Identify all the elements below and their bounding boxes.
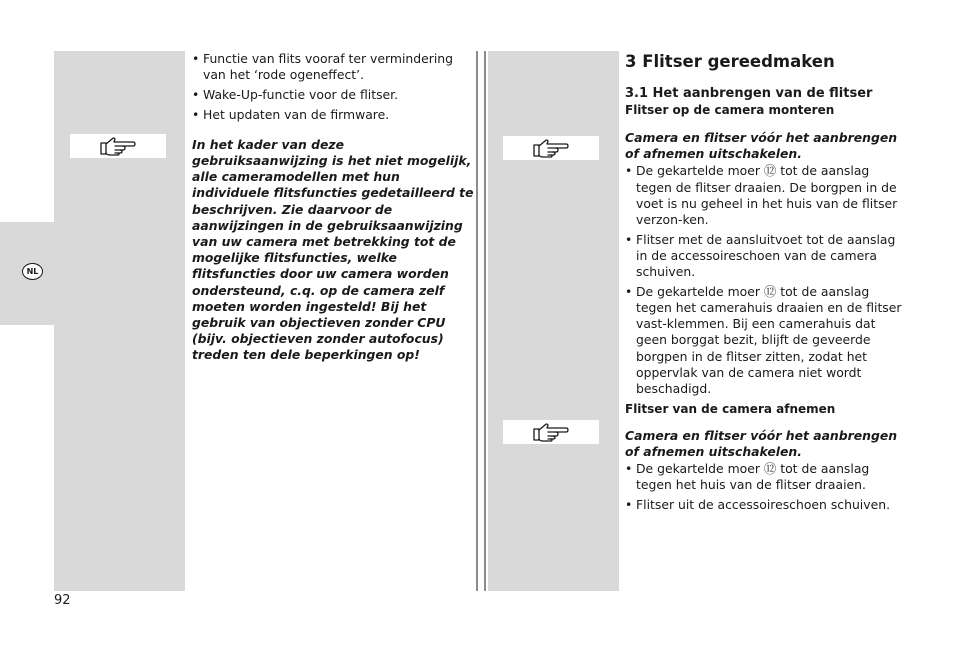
chapter-title: 3 Flitser gereedmaken [625, 52, 835, 71]
mount-note: Camera en flitser vóór het aanbrengen of afnemen uitschakelen. [625, 130, 898, 162]
list-item: • Flitser uit de accessoireschoen schuiven. [625, 497, 905, 513]
list-item: • De gekartelde moer ⑫ tot de aanslag tegen het huis van de flitser draaien. [625, 461, 905, 493]
feature-list [192, 51, 474, 123]
left-margin-panel [54, 51, 185, 591]
left-column [192, 51, 474, 364]
hint-box [503, 136, 599, 160]
list-item: • De gekartelde moer ⑫ tot de aanslag tegen de flitser draaien. De borgpen in de voet is nu geheel in het huis van de flitser verzon-ken. [625, 163, 905, 228]
hint-box [503, 420, 599, 444]
remove-steps [625, 461, 905, 513]
page-number: 92 [54, 593, 71, 608]
remove-heading: Flitser van de camera afnemen [625, 401, 836, 416]
list-item: • Functie van flits vooraf ter vermindering van het ‘rode ogeneffect’. [192, 51, 474, 83]
column-divider [476, 51, 478, 591]
pointing-hand-icon [532, 138, 570, 158]
hint-box [70, 134, 166, 158]
list-item: • Flitser met de aansluitvoet tot de aanslag in de accessoireschoen van de camera schuiven. [625, 232, 905, 281]
list-item: • Het updaten van de firmware. [192, 107, 474, 123]
right-margin-panel [488, 51, 619, 591]
language-badge: NL [22, 263, 43, 280]
list-item: • De gekartelde moer ⑫ tot de aanslag tegen het camerahuis draaien en de flitser vast-klemmen. Bij een camerahuis dat geen borggat bezit, blijft de geveerde borgpen in de flitser zitten, zodat het oppervlak van de camera niet wordt beschadigd. [625, 284, 905, 397]
pointing-hand-icon [532, 422, 570, 442]
column-divider [484, 51, 486, 591]
pointing-hand-icon [99, 136, 137, 156]
compatibility-note: In het kader van deze gebruiksaanwijzing is het niet mogelijk, alle cameramodellen met hun individuele flitsfuncties gedetailleerd te beschrijven. Zie daarvoor de aanwijzingen in de gebruiksaanwijzing van uw camera met betrekking tot de mogelijke flitsfuncties, welke flitsfuncties door uw camera worden ondersteund, c.q. op de camera zelf moeten worden ingesteld! Bij het gebruik van objectieven zonder CPU (bijv. objectieven zonder autofocus) treden ten dele beperkingen op! [192, 136, 474, 363]
remove-note: Camera en flitser vóór het aanbrengen of afnemen uitschakelen. [625, 427, 898, 459]
section-title: 3.1 Het aanbrengen van de flitser [625, 86, 873, 101]
mount-steps [625, 163, 905, 397]
right-column [625, 51, 905, 517]
list-item: • Wake-Up-functie voor de flitser. [192, 87, 474, 103]
mount-heading: Flitser op de camera monteren [625, 103, 835, 117]
